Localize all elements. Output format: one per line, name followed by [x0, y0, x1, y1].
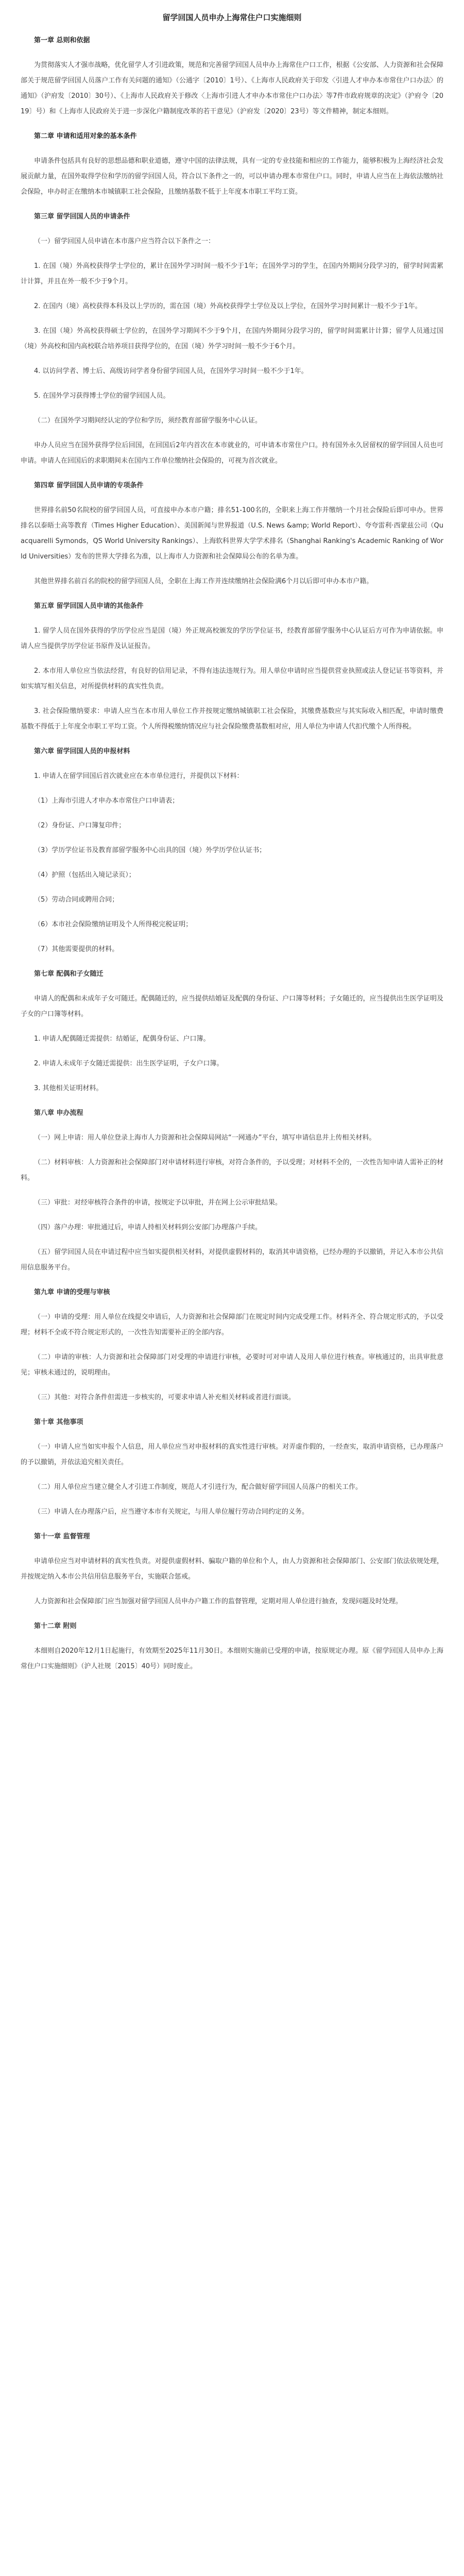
paragraph: 1. 留学人员在国外获得的学历学位应当是国（境）外正规高校颁发的学历学位证书，经教育部留学服务中心认证后方可作为申请依据。申请人应当提供学历学位证书原件及认证报告。 — [21, 627, 443, 650]
paragraph: 3. 在国（境）外高校获得硕士学位的，在国外学习期间不少于9个月，在国内外期间分段学习的，留学时间需累计计算；留学人员通过国（境）外高校和国内高校联合培养项目获得学位的，在国（境）外学习时间一般不少于6个月。 — [21, 327, 443, 350]
paragraph: 其他世界排名前百名的院校的留学回国人员，全职在上海工作并连续缴纳社会保险满6个月以后即可申办本市户籍。 — [34, 578, 373, 585]
chapter-heading: 第二章 申请和适用对象的基本条件 — [34, 132, 137, 140]
section-heading: 第九章 申请的受理与审核 — [34, 1289, 110, 1296]
paragraph: （一）申请人应当如实申报个人信息，用人单位应当对申报材料的真实性进行审核。对弄虚作假的，一经查实，取消申请资格，已办理落户的予以撤销，并依法追究相关责任。 — [21, 1443, 443, 1466]
paragraph: （5）劳动合同或聘用合同； — [34, 896, 119, 904]
section-heading: 第八章 申办流程 — [34, 1109, 83, 1117]
paragraph: （2）身份证、户口簿复印件； — [34, 822, 126, 829]
paragraph: 2. 在国内（境）高校获得本科及以上学历的，需在国（境）外高校获得学士学位及以上学位，在国外学习时间累计一般不少于1年。 — [34, 302, 422, 310]
paragraph: （一）网上申请：用人单位登录上海市人力资源和社会保障局网站“一网通办”平台，填写申请信息并上传相关材料。 — [34, 1134, 376, 1142]
paragraph: 1. 申请人在留学回国后首次就业应在本市单位进行，并提供以下材料： — [34, 772, 244, 780]
paragraph: （三）申请人在办理落户后，应当遵守本市有关规定，与用人单位履行劳动合同约定的义务。 — [34, 1508, 309, 1516]
paragraph: 3. 其他相关证明材料。 — [34, 1084, 103, 1092]
paragraph: 申请单位应当对申请材料的真实性负责。对提供虚假材料、骗取户籍的单位和个人，由人力资源和社会保障部门、公安部门依法依规处理，并按规定纳入本市公共信用信息服务平台，实施联合惩戒。 — [21, 1557, 443, 1581]
paragraph: （3）学历学位证书及教育部留学服务中心出具的国（境）外学历学位认证书； — [34, 846, 266, 854]
document-body — [21, 33, 443, 1674]
section-heading: 第四章 留学回国人员申请的专项条件 — [34, 482, 144, 489]
paragraph: 3. 社会保险缴纳要求：申请人应当在本市用人单位工作并按规定缴纳城镇职工社会保险，其缴费基数应与其实际收入相匹配，申请时缴费基数不得低于上年度全市职工平均工资。个人所得税缴纳情况应与社会保险缴费基数相对应，用人单位为申请人代扣代缴个人所得税。 — [21, 707, 443, 731]
paragraph: （4）护照（包括出入境记录页）； — [34, 871, 135, 879]
paragraph: 人力资源和社会保障部门应当加强对留学回国人员申办户籍工作的监督管理，定期对用人单位进行抽查，发现问题及时处理。 — [34, 1598, 403, 1605]
section-heading: 第十二章 附则 — [34, 1622, 77, 1630]
paragraph: （二）用人单位应当建立健全人才引进工作制度，规范人才引进行为，配合做好留学回国人员落户的相关工作。 — [34, 1483, 363, 1491]
paragraph: 5. 在国外学习获得博士学位的留学回国人员。 — [34, 392, 170, 400]
paragraph: 2. 本市用人单位应当依法经营，有良好的信用记录，不得有违法违规行为。用人单位申请时应当提供营业执照或法人登记证书等资料，并如实填写相关信息，对所提供材料的真实性负责。 — [21, 667, 443, 690]
section-heading: 第六章 留学回国人员的申报材料 — [34, 748, 130, 755]
section-heading: 第十章 其他事项 — [34, 1418, 83, 1426]
section-heading: 第三章 留学回国人员的申请条件 — [34, 213, 130, 221]
paragraph: 世界排名前50名院校的留学回国人员，可直接申办本市户籍；排名51-100名的，全职来上海工作并缴纳一个月社会保险后即可申办。世界排名以泰晤士高等教育（Times Higher Education）、美国新闻与世界报道（U.S. News &amp; World Report）、夸夸雷利·西蒙兹公司（Quacquarelli Symonds，QS World University Rankings）、上海软科世界大学学术排名（Shanghai Ranking's Academic Ranking of World Universities）发布的世界大学排名为准，以上海市人力资源和社会保障局公布的名单为准。 — [21, 506, 443, 561]
paragraph: 为贯彻落实人才强市战略，优化留学人才引进政策，规范和完善留学回国人员申办上海常住户口工作，根据《公安部、人力资源和社会保障部关于规范留学回国人员落户工作有关问题的通知》（公通字〔2010〕1号）、《上海市人民政府关于印发〈引进人才申办本市常住户口办法〉的通知》（沪府发〔2010〕30号）、《上海市人民政府关于修改〈上海市引进人才申办本市常住户口办法〉等7件市政府规章的决定》（沪府令〔2019〕号）和《上海市人民政府关于进一步深化户籍制度改革的若干意见》（沪府发〔2020〕23号）等文件精神，制定本细则。 — [21, 61, 443, 115]
paragraph: 申办人员应当在国外获得学位后回国，在回国后2年内首次在本市就业的，可申请本市常住户口。持有国外永久居留权的留学回国人员也可申请。申请人在回国后的求职期间未在国内工作单位缴纳社会保险的，可视为首次就业。 — [21, 442, 443, 465]
paragraph: （7）其他需要提供的材料。 — [34, 945, 119, 953]
paragraph: 1. 在国（境）外高校获得学士学位的，累计在国外学习时间一般不少于1年；在国外学习的学生，在国内外期间分段学习的，留学时间需累计计算，并且在外一般不少于9个月。 — [21, 262, 443, 285]
paragraph: （1）上海市引进人才申办本市常住户口申请表； — [34, 797, 179, 805]
paragraph: 1. 申请人配偶随迁需提供：结婚证，配偶身份证、户口簿。 — [34, 1035, 210, 1043]
list-item: （一）留学回国人员申请在本市落户应当符合以下条件之一： — [34, 238, 215, 245]
paragraph: （一）申请的受理：用人单位在线提交申请后，人力资源和社会保障部门在规定时间内完成受理工作。材料齐全、符合规定形式的，予以受理；材料不全或不符合规定形式的，一次性告知需要补正的全部内容。 — [21, 1313, 443, 1336]
section-heading: 第五章 留学回国人员申请的其他条件 — [34, 602, 144, 610]
section-heading: 第十一章 监督管理 — [34, 1533, 90, 1540]
paragraph: 2. 申请人未成年子女随迁需提供：出生医学证明，子女户口簿。 — [34, 1060, 224, 1067]
paragraph: （6）本市社会保险缴纳证明及个人所得税完税证明； — [34, 921, 193, 928]
document-title: 留学回国人员申办上海常住户口实施细则 — [162, 13, 302, 22]
paragraph: （三）审批：对经审核符合条件的申请，按规定予以审批，并在网上公示审批结果。 — [34, 1199, 282, 1207]
paragraph: （四）落户办理：审批通过后，申请人持相关材料到公安部门办理落户手续。 — [34, 1224, 262, 1231]
chapter-heading: 第一章 总则和依据 — [34, 37, 90, 44]
paragraph: 4. 以访问学者、博士后、高级访问学者身份留学回国人员，在国外学习时间一般不少于1年。 — [34, 367, 308, 375]
paragraph: （二）材料审核：人力资源和社会保障部门对申请材料进行审核，对符合条件的，予以受理；对材料不全的，一次性告知申请人需补正的材料。 — [21, 1159, 443, 1182]
paragraph: （三）其他：对符合条件但需进一步核实的，可要求申请人补充相关材料或者进行面谈。 — [34, 1394, 296, 1401]
paragraph: 申请条件包括具有良好的思想品德和职业道德，遵守中国的法律法规，具有一定的专业技能和相应的工作能力，能够积极为上海经济社会发展贡献力量，在国外取得学位和学历的留学回国人员，符合以下条件之一的，可以申请办理本市常住户口。同时，申请人应当在上海依法缴纳社会保险，申办时正在缴纳本市城镇职工社会保险，且缴纳基数不低于上年度本市职工平均工资。 — [21, 157, 443, 196]
paragraph: （二）申请的审核：人力资源和社会保障部门对受理的申请进行审核，必要时可对申请人及用人单位进行核查。审核通过的，出具审批意见；审核未通过的，说明理由。 — [21, 1353, 443, 1377]
paragraph: 申请人的配偶和未成年子女可随迁。配偶随迁的，应当提供结婚证及配偶的身份证、户口簿等材料；子女随迁的，应当提供出生医学证明及子女的户口簿等材料。 — [21, 995, 443, 1018]
paragraph: 本细则自2020年12月1日起施行，有效期至2025年11月30日。本细则实施前已受理的申请，按原规定办理。原《留学回国人员申办上海常住户口实施细则》（沪人社规〔2015〕40号）同时废止。 — [21, 1647, 443, 1670]
list-item: （二）在国外学习期间经认定的学位和学历，须经教育部留学服务中心认证。 — [34, 417, 262, 425]
paragraph: （五）留学回国人员在申请过程中应当如实提供相关材料，对提供虚假材料的，取消其申请资格，已经办理的予以撤销，并记入本市公共信用信息服务平台。 — [21, 1248, 443, 1272]
section-heading: 第七章 配偶和子女随迁 — [34, 970, 104, 978]
